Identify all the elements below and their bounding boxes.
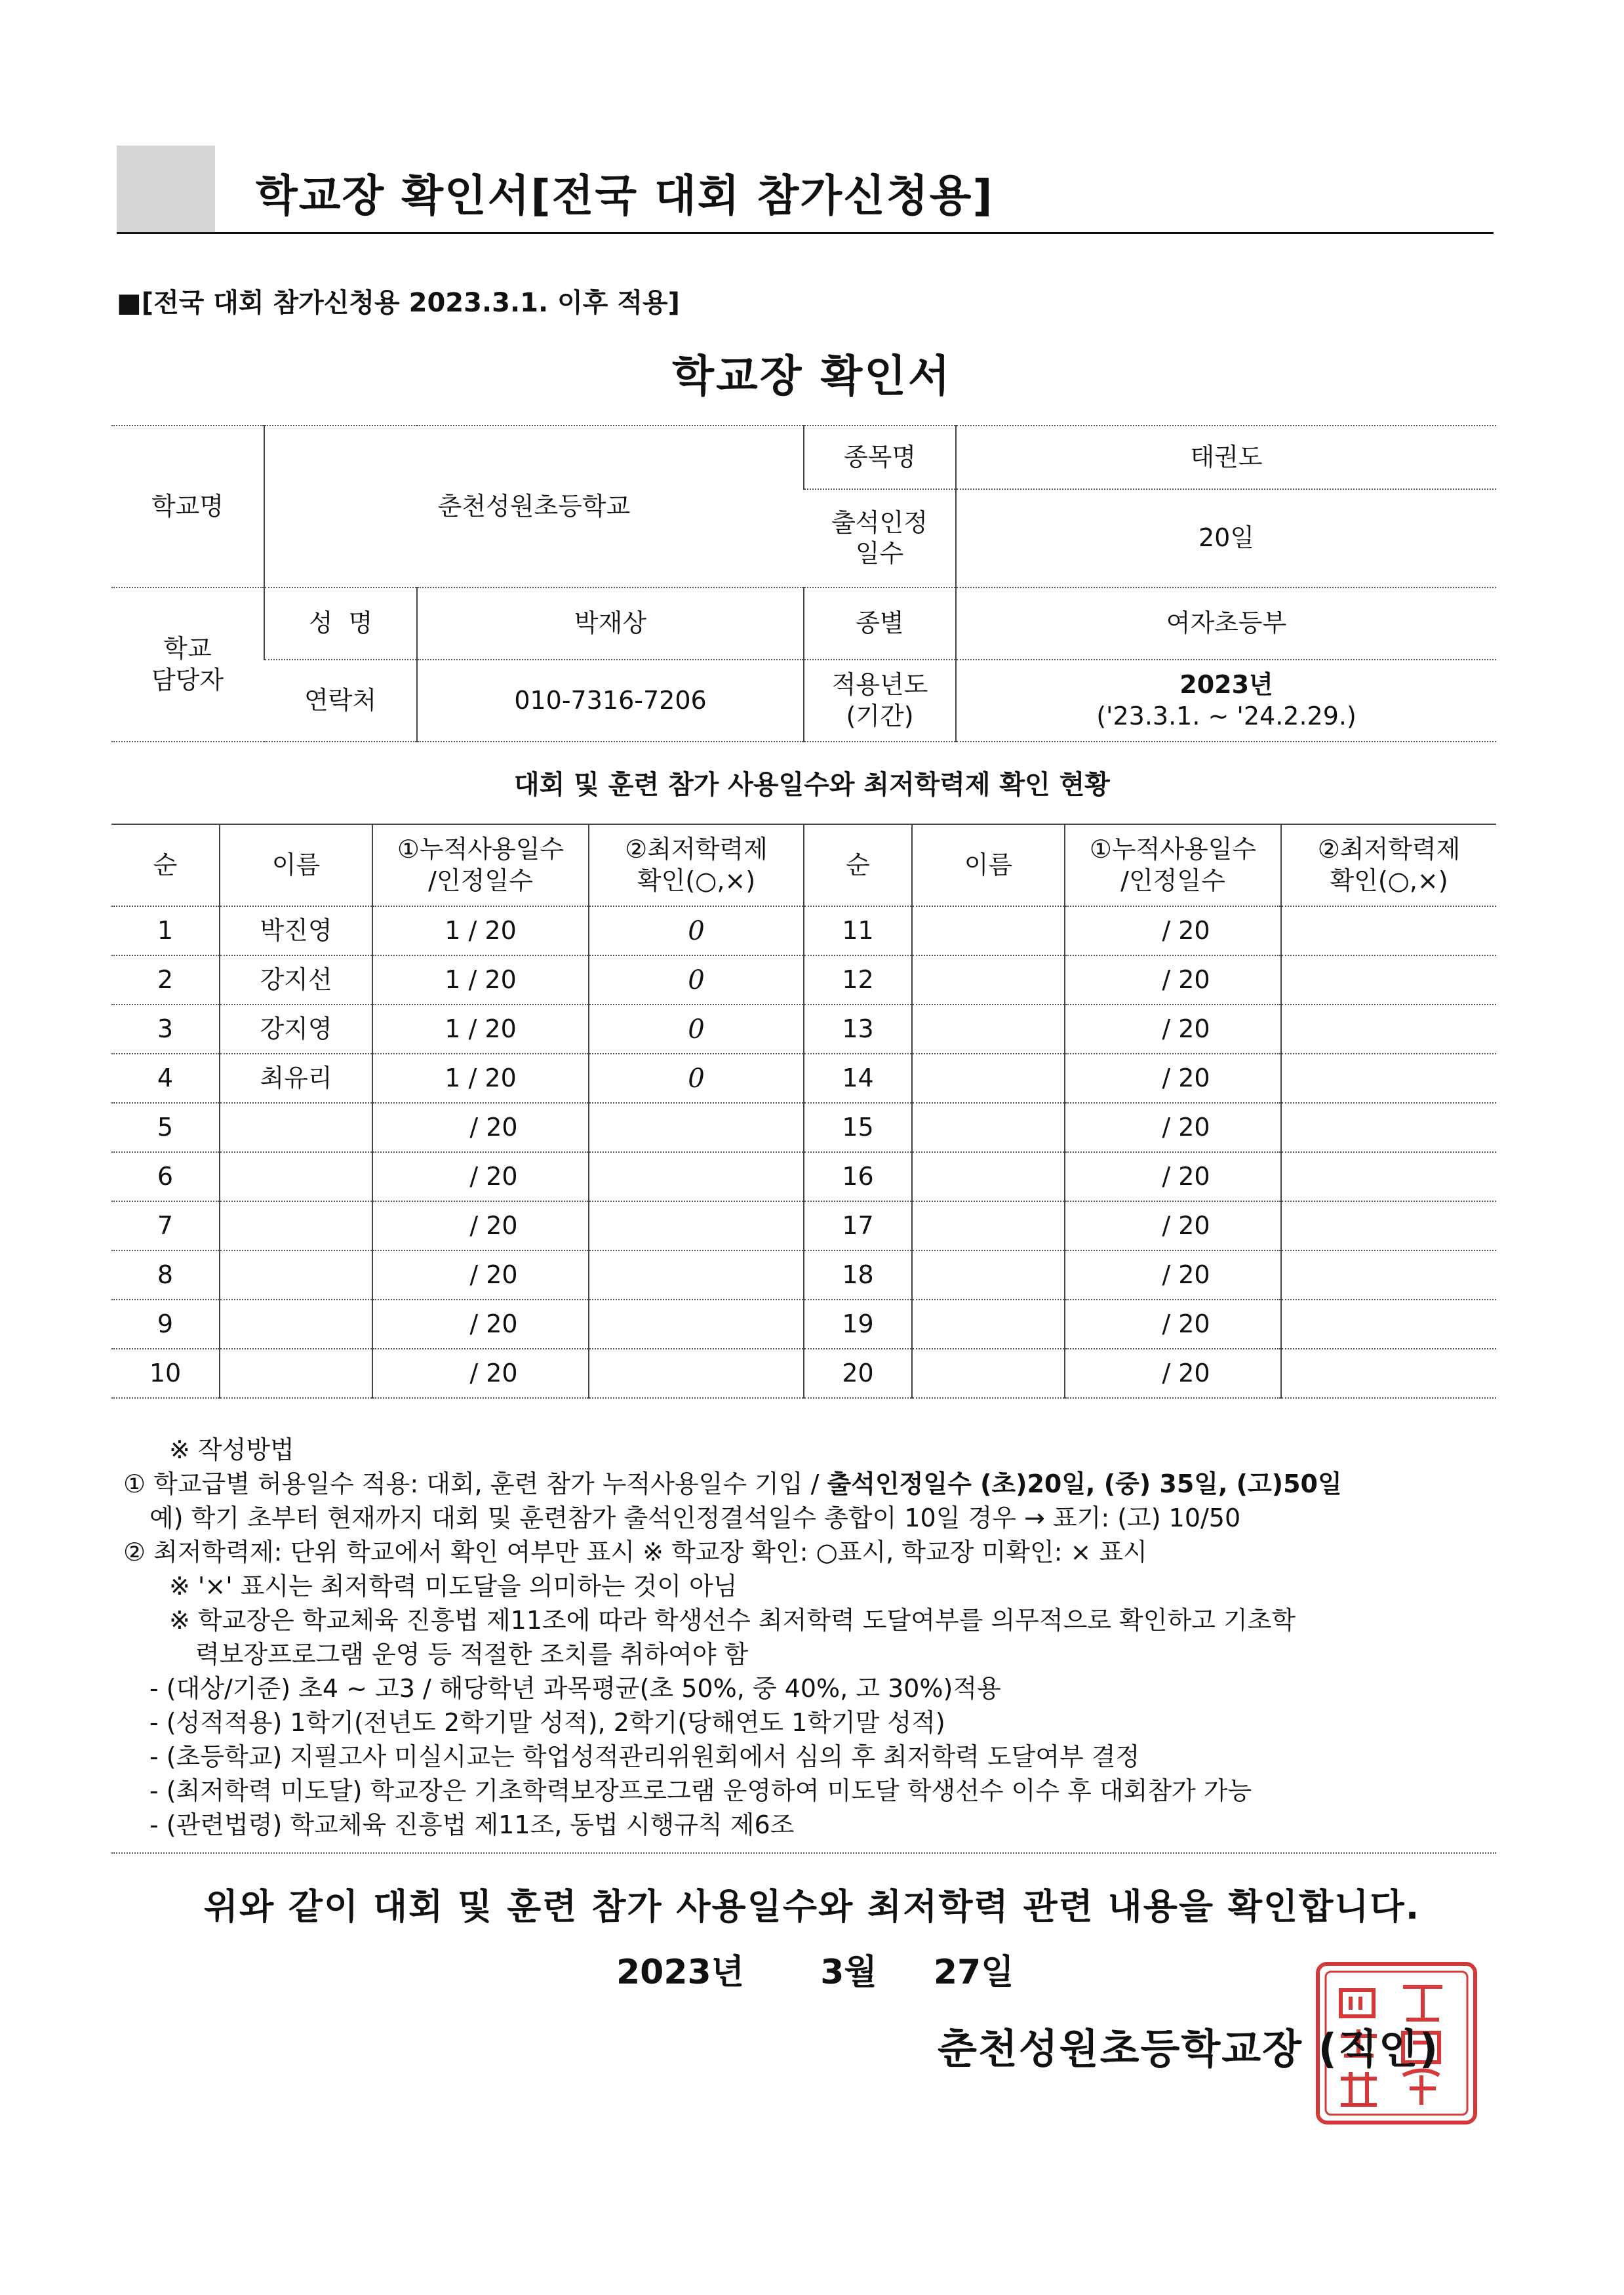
header-no: 순 — [111, 824, 220, 906]
header-days-line2: /인정일수 — [428, 866, 533, 895]
row-name — [220, 1152, 372, 1201]
row-name-right — [912, 1250, 1065, 1300]
header-days-right-line2: /인정일수 — [1120, 866, 1225, 895]
row-check-right — [1281, 1250, 1496, 1300]
row-name-right — [912, 1300, 1065, 1349]
roster-title: 대회 및 훈련 참가 사용일수와 최저학력제 확인 현황 — [514, 770, 1110, 800]
row-check-right — [1281, 955, 1496, 1005]
row-check-right — [1281, 1300, 1496, 1349]
row-days: 1 / 20 — [372, 906, 589, 955]
row-check: 0 — [589, 1054, 804, 1103]
row-check — [589, 1103, 804, 1152]
category-value: 여자초등부 — [956, 588, 1496, 660]
document-title: 학교장 확인서 — [672, 351, 952, 401]
school-value: 춘천성원초등학교 — [264, 426, 804, 588]
header-no-right: 순 — [804, 824, 912, 906]
row-days: 1 / 20 — [372, 1005, 589, 1054]
row-name — [220, 1201, 372, 1250]
roster-table — [111, 824, 1496, 1399]
row-no: 1 — [111, 906, 220, 955]
header-name-right: 이름 — [912, 824, 1065, 906]
bullet-2: - (성적적용) 1학기(전년도 2학기말 성적), 2학기(당해연도 1학기말 성적) — [149, 1708, 945, 1737]
note-1 — [123, 1467, 1507, 1501]
row-check-right — [1281, 1349, 1496, 1398]
row-days-right: / 20 — [1065, 955, 1281, 1005]
row-no: 3 — [111, 1005, 220, 1054]
info-table — [111, 425, 1496, 742]
name-label — [264, 588, 417, 660]
row-days-right: / 20 — [1065, 1005, 1281, 1054]
row-name: 강지영 — [220, 1005, 372, 1054]
row-days-right: / 20 — [1065, 1103, 1281, 1152]
row-no-right: 12 — [804, 955, 912, 1005]
row-days-right: / 20 — [1065, 906, 1281, 955]
note-1-bold: 출석인정일수 (초)20일, (중) 35일, (고)50일 — [827, 1469, 1342, 1498]
name-label-text: 성 명 — [308, 609, 373, 638]
roster-row — [111, 1201, 1496, 1250]
roster-row — [111, 1300, 1496, 1349]
phone-label: 연락처 — [264, 660, 417, 742]
instructions — [123, 1433, 1507, 1842]
row-no: 7 — [111, 1201, 220, 1250]
note-1-text: ① 학교급별 허용일수 적용: 대회, 훈련 참가 누적사용일수 기입 / — [123, 1469, 827, 1498]
row-name: 최유리 — [220, 1054, 372, 1103]
year-period: ('23.3.1. ~ '24.2.29.) — [1096, 701, 1357, 730]
date-day: 27일 — [933, 1953, 1014, 1992]
row-name-right — [912, 955, 1065, 1005]
header-check-right — [1281, 824, 1496, 906]
row-no: 10 — [111, 1349, 220, 1398]
row-name: 강지선 — [220, 955, 372, 1005]
row-check-right — [1281, 906, 1496, 955]
sport-label: 종목명 — [804, 426, 956, 489]
row-no-right: 16 — [804, 1152, 912, 1201]
roster-row — [111, 1103, 1496, 1152]
signer-line: 춘천성원초등학교장 (직인) — [938, 2025, 1440, 2073]
roster-row — [111, 1250, 1496, 1300]
roster-row — [111, 1005, 1496, 1054]
row-days: 1 / 20 — [372, 955, 589, 1005]
row-check — [589, 1152, 804, 1201]
row-days: 1 / 20 — [372, 1054, 589, 1103]
row-days-right: / 20 — [1065, 1300, 1281, 1349]
row-days: / 20 — [372, 1349, 589, 1398]
row-no: 9 — [111, 1300, 220, 1349]
row-name — [220, 1103, 372, 1152]
row-no: 6 — [111, 1152, 220, 1201]
notes-divider — [111, 1852, 1496, 1854]
row-check: 0 — [589, 906, 804, 955]
header-days-right-line1: ①누적사용일수 — [1089, 835, 1257, 864]
roster-header-row — [111, 824, 1496, 906]
note-2: ② 최저학력제: 단위 학교에서 확인 여부만 표시 ※ 학교장 확인: ○표시, 학교장 미확인: × 표시 — [123, 1538, 1147, 1567]
row-days-right: / 20 — [1065, 1201, 1281, 1250]
attend-label-line1: 출석인정 — [831, 508, 928, 537]
row-check: 0 — [589, 1005, 804, 1054]
row-days: / 20 — [372, 1103, 589, 1152]
note-1-example: 예) 학기 초부터 현재까지 대회 및 훈련참가 출석인정결석일수 총합이 10일 경우 → 표기: (고) 10/50 — [149, 1504, 1241, 1532]
contact-label-line1: 학교 — [163, 634, 212, 663]
sport-value: 태권도 — [956, 426, 1496, 489]
date-year: 2023년 — [616, 1953, 744, 1992]
row-no: 4 — [111, 1054, 220, 1103]
note-2-sub: ※ '×' 표시는 최저학력 미도달을 의미하는 것이 아님 — [169, 1572, 738, 1601]
year-label-line1: 적용년도 — [831, 670, 928, 699]
row-name-right — [912, 1005, 1065, 1054]
title-divider — [117, 232, 1494, 234]
header-gray-box — [117, 146, 215, 234]
row-no-right: 18 — [804, 1250, 912, 1300]
header-check-right-line2: 확인(○,×) — [1330, 866, 1448, 895]
roster-row — [111, 906, 1496, 955]
year-label-line2: (기간) — [846, 701, 914, 730]
contact-label-line2: 담당자 — [151, 665, 224, 694]
row-check — [589, 1300, 804, 1349]
row-name — [220, 1250, 372, 1300]
row-name — [220, 1349, 372, 1398]
row-name-right — [912, 1103, 1065, 1152]
header-check-line1: ②최저학력제 — [625, 835, 768, 864]
row-check — [589, 1349, 804, 1398]
row-days-right: / 20 — [1065, 1054, 1281, 1103]
roster-row — [111, 1152, 1496, 1201]
attend-label — [804, 489, 956, 588]
row-check-right — [1281, 1103, 1496, 1152]
header-check — [589, 824, 804, 906]
row-check — [589, 1201, 804, 1250]
row-no-right: 11 — [804, 906, 912, 955]
roster-row — [111, 1349, 1496, 1398]
roster-row — [111, 955, 1496, 1005]
phone-value: 010-7316-7206 — [417, 660, 804, 742]
row-name-right — [912, 1054, 1065, 1103]
row-no-right: 15 — [804, 1103, 912, 1152]
row-days-right: / 20 — [1065, 1250, 1281, 1300]
school-label: 학교명 — [111, 426, 264, 588]
row-check: 0 — [589, 955, 804, 1005]
header-check-line2: 확인(○,×) — [637, 866, 756, 895]
row-name-right — [912, 906, 1065, 955]
row-check-right — [1281, 1152, 1496, 1201]
row-days-right: / 20 — [1065, 1349, 1281, 1398]
form-subtitle: ■[전국 대회 참가신청용 2023.3.1. 이후 적용] — [117, 288, 680, 318]
row-no-right: 17 — [804, 1201, 912, 1250]
note-3: ※ 학교장은 학교체육 진흥법 제11조에 따라 학생선수 최저학력 도달여부를 의무적으로 확인하고 기초학 — [169, 1606, 1296, 1635]
bullet-4: - (최저학력 미도달) 학교장은 기초학력보장프로그램 운영하여 미도달 학생선수 이수 후 대회참가 가능 — [149, 1776, 1252, 1805]
row-no: 8 — [111, 1250, 220, 1300]
note-3-cont: 력보장프로그램 운영 등 적절한 조치를 취하여야 함 — [195, 1640, 749, 1669]
row-name-right — [912, 1349, 1065, 1398]
row-no: 2 — [111, 955, 220, 1005]
page-title: 학교장 확인서[전국 대회 참가신청용] — [256, 170, 994, 221]
roster-row — [111, 1054, 1496, 1103]
row-no-right: 19 — [804, 1300, 912, 1349]
year-label — [804, 660, 956, 742]
signing-date — [616, 1944, 1014, 1993]
bullet-3: - (초등학교) 지필고사 미실시교는 학업성적관리위원회에서 심의 후 최저학력 도달여부 결정 — [149, 1742, 1140, 1771]
row-check-right — [1281, 1201, 1496, 1250]
name-value: 박재상 — [417, 588, 804, 660]
row-name — [220, 1300, 372, 1349]
row-name: 박진영 — [220, 906, 372, 955]
row-check — [589, 1250, 804, 1300]
header-check-right-line1: ②최저학력제 — [1317, 835, 1461, 864]
row-check-right — [1281, 1005, 1496, 1054]
header-name: 이름 — [220, 824, 372, 906]
row-days: / 20 — [372, 1152, 589, 1201]
date-month: 3월 — [820, 1953, 877, 1992]
category-label: 종별 — [804, 588, 956, 660]
row-name-right — [912, 1152, 1065, 1201]
row-no-right: 20 — [804, 1349, 912, 1398]
contact-label — [111, 588, 264, 742]
row-days: / 20 — [372, 1201, 589, 1250]
header-days-line1: ①누적사용일수 — [397, 835, 564, 864]
year-value-text: 2023년 — [1179, 670, 1273, 699]
header-days-right — [1065, 824, 1281, 906]
row-no-right: 14 — [804, 1054, 912, 1103]
attend-value: 20일 — [956, 489, 1496, 588]
bullet-5: - (관련법령) 학교체육 진흥법 제11조, 동법 시행규칙 제6조 — [149, 1810, 795, 1839]
row-no-right: 13 — [804, 1005, 912, 1054]
row-days-right: / 20 — [1065, 1152, 1281, 1201]
row-name-right — [912, 1201, 1065, 1250]
row-days: / 20 — [372, 1300, 589, 1349]
notes-heading: ※ 작성방법 — [169, 1435, 294, 1464]
bullet-1: - (대상/기준) 초4 ~ 고3 / 해당학년 과목평균(초 50%, 중 40%, 고 30%)적용 — [149, 1674, 1001, 1703]
attend-label-line2: 일수 — [855, 539, 904, 568]
row-days: / 20 — [372, 1250, 589, 1300]
row-check-right — [1281, 1054, 1496, 1103]
header-days — [372, 824, 589, 906]
row-no: 5 — [111, 1103, 220, 1152]
year-value — [956, 660, 1496, 742]
confirmation-statement: 위와 같이 대회 및 훈련 참가 사용일수와 최저학력 관련 내용을 확인합니다. — [203, 1886, 1421, 1927]
